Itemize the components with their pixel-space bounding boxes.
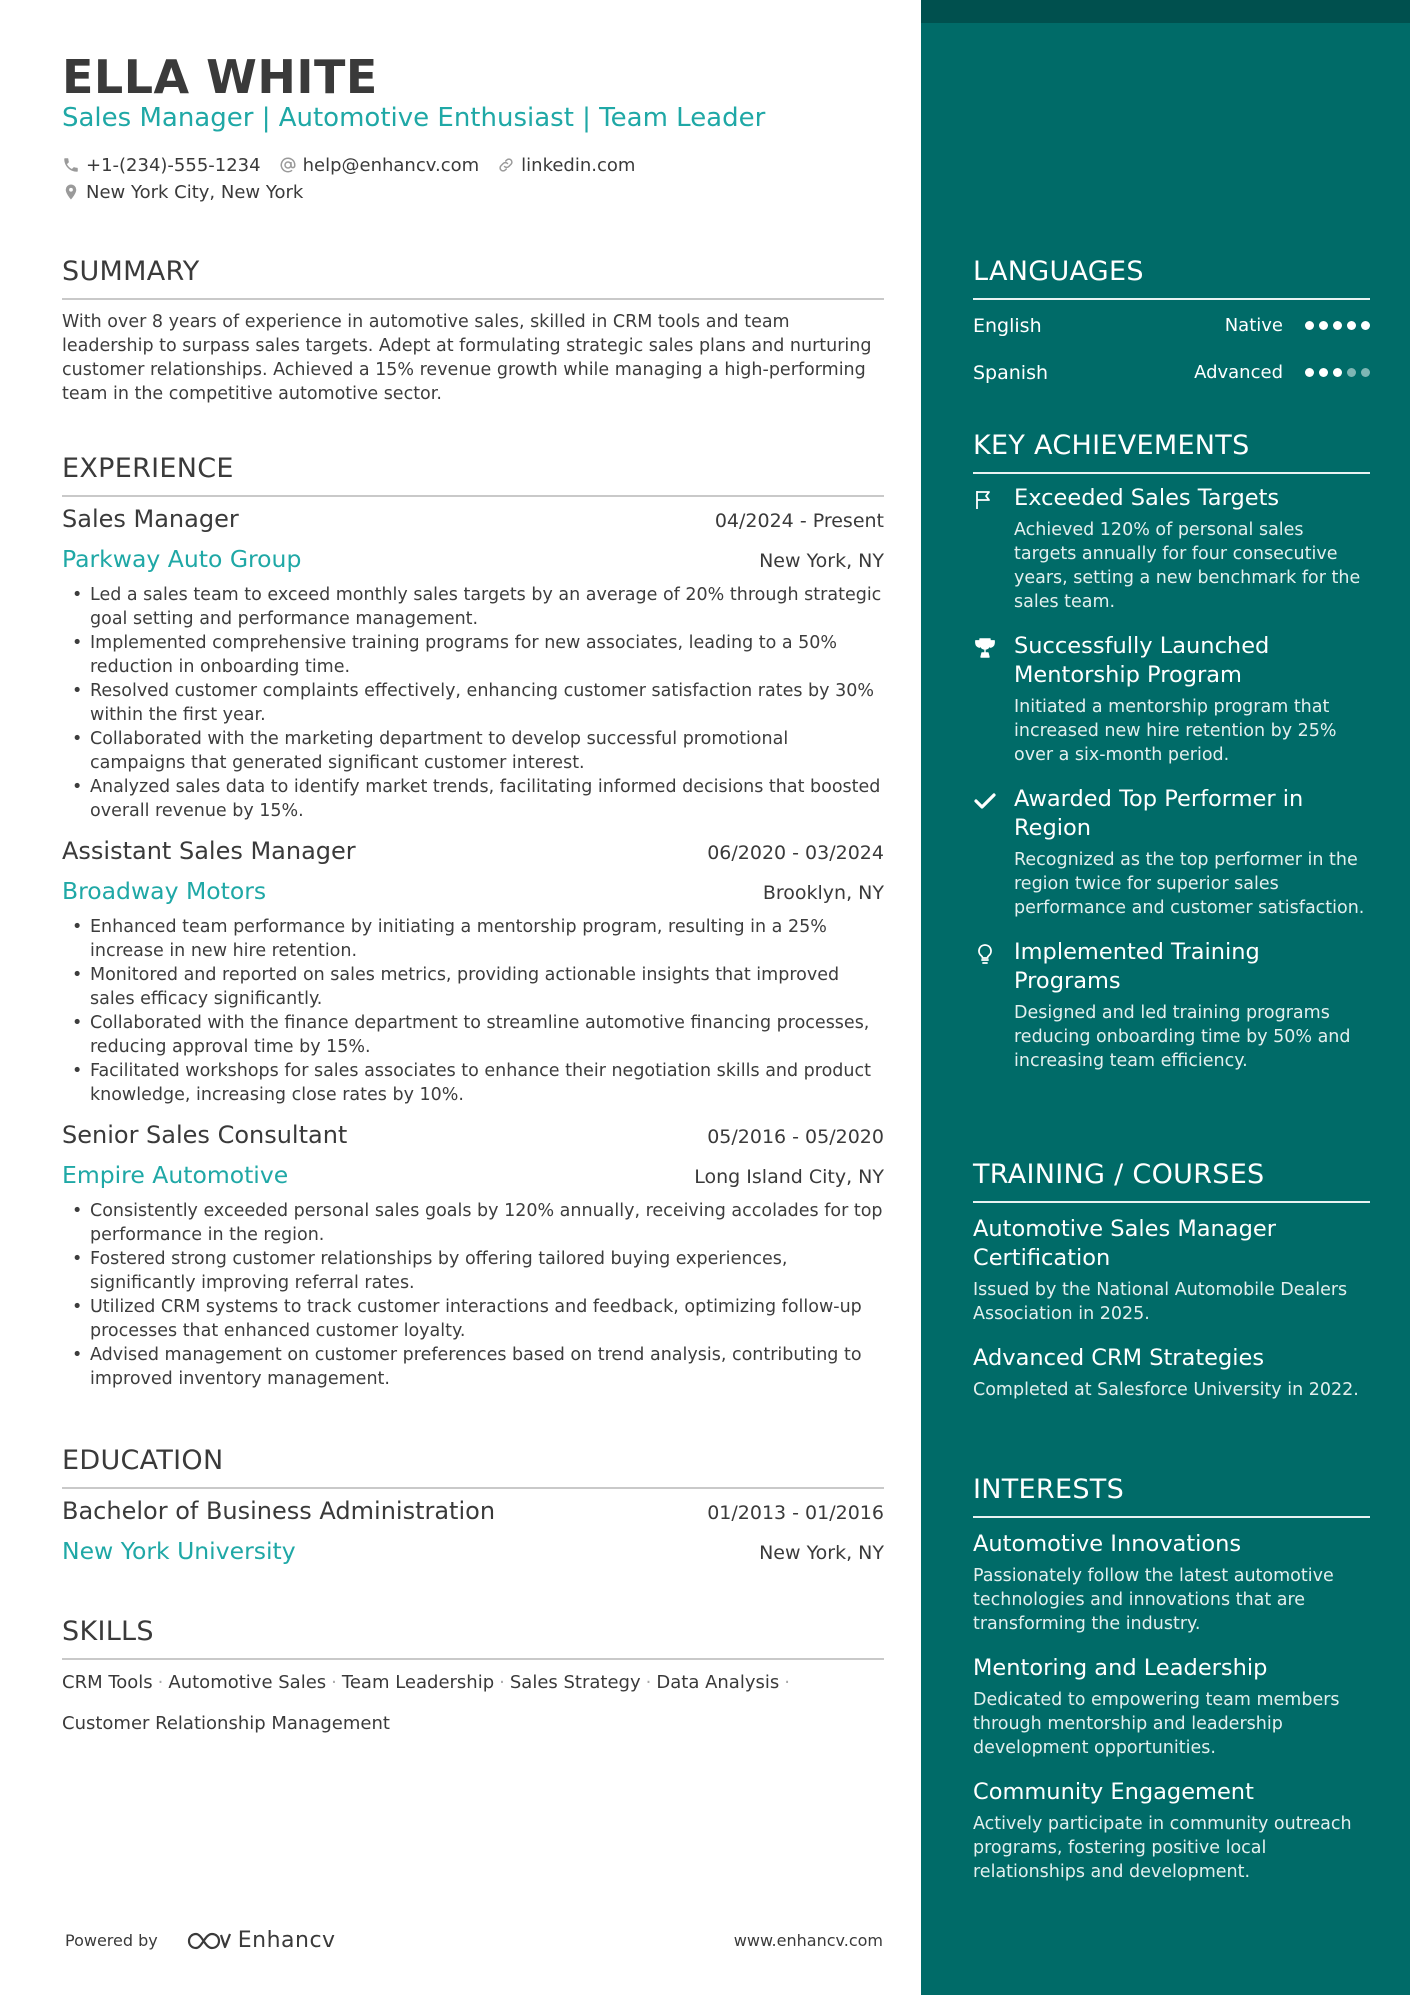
- proficiency-dots: [1305, 321, 1370, 330]
- bullet-item: • Implemented comprehensive training programs for new associates, leading to a 50% reduction in onboarding time.: [62, 631, 884, 679]
- interest-text: Actively participate in community outreach programs, fostering positive local relationships and development.: [973, 1814, 1352, 1882]
- bullet-item: • Advised management on customer preferences based on trend analysis, contributing to improved inventory management.: [62, 1343, 884, 1391]
- achievement-text: Recognized as the top performer in the region twice for superior sales performance and customer satisfaction.: [1014, 850, 1365, 918]
- language-name: Spanish: [973, 361, 1049, 384]
- powered-by: [65, 1928, 336, 1953]
- section-divider: [973, 1516, 1370, 1518]
- section-title: SUMMARY: [62, 256, 200, 287]
- check-icon: [973, 789, 997, 813]
- phone-text: +1-(234)-555-1234: [86, 154, 261, 176]
- achievement-item: [973, 785, 1370, 920]
- flag-icon: [973, 488, 997, 512]
- sidebar: [921, 0, 1410, 1995]
- dot-filled: [1319, 321, 1328, 330]
- skill-separator: ·: [157, 1672, 164, 1693]
- achievement-item: [973, 632, 1370, 767]
- dot-filled: [1305, 368, 1314, 377]
- achievement-text: Designed and led training programs reducing onboarding time by 50% and increasing team efficiency.: [1014, 1003, 1351, 1071]
- education-location: New York, NY: [759, 1542, 884, 1564]
- education-section: [62, 1445, 884, 1573]
- achievement-title: Awarded Top Performer in Region: [1014, 786, 1304, 841]
- job-bullets: [62, 583, 884, 823]
- job-title: Senior Sales Consultant: [62, 1121, 348, 1149]
- dot-filled: [1333, 368, 1342, 377]
- footer: [65, 1928, 883, 1953]
- bullet-item: • Enhanced team performance by initiating a mentorship program, resulting in a 25% increase in new hire retention.: [62, 915, 884, 963]
- summary-text: With over 8 years of experience in automotive sales, skilled in CRM tools and team leadership to surpass sales targets. Adept at formulating strategic sales plans and nurturing customer relationships. Achieved a 15% revenue growth while managing a high-performing team in the competitive automotive sector.: [62, 312, 872, 404]
- dot-filled: [1319, 368, 1328, 377]
- job-location: New York, NY: [759, 550, 884, 572]
- job-dates: 06/2020 - 03/2024: [707, 842, 884, 864]
- trophy-icon: [973, 636, 997, 660]
- job-entry: [62, 1121, 884, 1391]
- interest-item: [973, 1654, 1370, 1760]
- dot-filled: [1333, 321, 1342, 330]
- skills-section: [62, 1616, 884, 1744]
- dot-empty: [1347, 368, 1356, 377]
- section-divider: [62, 298, 884, 300]
- interest-item: [973, 1778, 1370, 1884]
- dot-filled: [1305, 321, 1314, 330]
- phone-contact[interactable]: [62, 155, 261, 176]
- language-row: [973, 302, 1370, 349]
- experience-section: [62, 453, 884, 1391]
- company-name: Empire Automotive: [62, 1161, 289, 1189]
- training-text: Completed at Salesforce University in 2022.: [973, 1380, 1359, 1400]
- interest-text: Dedicated to empowering team members through mentorship and leadership development opportunities.: [973, 1690, 1340, 1758]
- training-item: [973, 1215, 1370, 1326]
- job-entry: [62, 505, 884, 823]
- section-title: INTERESTS: [973, 1474, 1125, 1505]
- language-name: English: [973, 314, 1042, 337]
- degree-title: Bachelor of Business Administration: [62, 1497, 496, 1525]
- achievement-title: Exceeded Sales Targets: [1014, 485, 1280, 511]
- interest-title: Automotive Innovations: [973, 1531, 1242, 1557]
- headline: Sales Manager | Automotive Enthusiast | Team Leader: [62, 103, 766, 133]
- company-name: Broadway Motors: [62, 877, 267, 905]
- phone-icon: [62, 156, 80, 174]
- training-title: Advanced CRM Strategies: [973, 1345, 1265, 1371]
- bullet-item: • Utilized CRM systems to track customer interactions and feedback, optimizing follow-up processes that enhanced customer loyalty.: [62, 1295, 884, 1343]
- skill-separator: ·: [645, 1672, 652, 1693]
- linkedin-contact[interactable]: [497, 155, 635, 176]
- training-item: [973, 1344, 1370, 1402]
- section-title: EDUCATION: [62, 1445, 224, 1476]
- section-title: EXPERIENCE: [62, 453, 234, 484]
- email-contact[interactable]: [279, 155, 480, 176]
- section-divider: [973, 472, 1370, 474]
- proficiency-dots: [1305, 368, 1370, 377]
- languages-section: [973, 256, 1370, 396]
- at-icon: [279, 156, 297, 174]
- bullet-item: • Consistently exceeded personal sales goals by 120% annually, receiving accolades for top performance in the region.: [62, 1199, 884, 1247]
- skill-item: Team Leadership: [341, 1672, 495, 1693]
- skill-separator: ·: [331, 1672, 337, 1693]
- job-title: Sales Manager: [62, 505, 239, 533]
- location-pin-icon: [62, 183, 80, 201]
- interest-text: Passionately follow the latest automotive technologies and innovations that are transforming the industry.: [973, 1566, 1334, 1634]
- job-location: Long Island City, NY: [694, 1166, 884, 1188]
- company-name: Parkway Auto Group: [62, 545, 302, 573]
- footer-url[interactable]: www.enhancv.com: [733, 1931, 883, 1950]
- summary-section: [62, 256, 884, 406]
- language-row: [973, 349, 1370, 396]
- section-divider: [973, 1201, 1370, 1203]
- section-divider: [62, 495, 884, 497]
- training-section: [973, 1159, 1370, 1402]
- language-level: Advanced: [1194, 362, 1283, 383]
- contact-info: [62, 152, 653, 206]
- location-contact: [62, 182, 303, 203]
- linkedin-text: linkedin.com: [521, 154, 636, 176]
- skills-list: [62, 1662, 884, 1744]
- job-entry: [62, 837, 884, 1107]
- skill-item: Data Analysis: [656, 1672, 780, 1693]
- bullet-item: • Collaborated with the finance department to streamline automotive financing processes, reducing approval time by 15%.: [62, 1011, 884, 1059]
- job-title: Assistant Sales Manager: [62, 837, 356, 865]
- bullet-item: • Resolved customer complaints effectively, enhancing customer satisfaction rates by 30% within the first year.: [62, 679, 884, 727]
- bullet-item: • Led a sales team to exceed monthly sales targets by an average of 20% through strategic goal setting and performance management.: [62, 583, 884, 631]
- skill-item: CRM Tools: [62, 1672, 153, 1693]
- training-title: Automotive Sales Manager Certification: [973, 1216, 1276, 1271]
- section-divider: [62, 1487, 884, 1489]
- school-name: New York University: [62, 1537, 296, 1565]
- achievement-item: [973, 938, 1370, 1073]
- email-text: help@enhancv.com: [302, 154, 480, 176]
- achievement-title: Successfully Launched Mentorship Program: [1014, 633, 1270, 688]
- achievement-title: Implemented Training Programs: [1014, 939, 1260, 994]
- brand-name: Enhancv: [237, 1928, 336, 1953]
- skill-separator: ·: [784, 1672, 790, 1693]
- section-divider: [62, 1658, 884, 1660]
- education-dates: 01/2013 - 01/2016: [707, 1502, 884, 1524]
- skill-item: Automotive Sales: [168, 1672, 327, 1693]
- bullet-item: • Facilitated workshops for sales associates to enhance their negotiation skills and product knowledge, increasing close rates by 10%.: [62, 1059, 884, 1107]
- interest-item: [973, 1530, 1370, 1636]
- achievements-section: [973, 430, 1370, 1073]
- dot-filled: [1361, 321, 1370, 330]
- bullet-item: • Analyzed sales data to identify market trends, facilitating informed decisions that boosted overall revenue by 15%.: [62, 775, 884, 823]
- job-location: Brooklyn, NY: [762, 882, 884, 904]
- achievement-item: [973, 484, 1370, 614]
- achievement-text: Achieved 120% of personal sales targets annually for four consecutive years, setting a new benchmark for the sales team.: [1014, 520, 1361, 612]
- bullet-item: • Fostered strong customer relationships by offering tailored buying experiences, significantly improving referral rates.: [62, 1247, 884, 1295]
- job-bullets: [62, 915, 884, 1107]
- location-text: New York City, New York: [86, 181, 304, 203]
- sidebar-top-band: [921, 0, 1410, 23]
- interest-title: Community Engagement: [973, 1779, 1254, 1805]
- main-column: [62, 0, 884, 1995]
- achievement-text: Initiated a mentorship program that increased new hire retention by 25% over a six-month period.: [1014, 697, 1337, 765]
- dot-filled: [1347, 321, 1356, 330]
- interests-section: [973, 1474, 1370, 1884]
- section-title: KEY ACHIEVEMENTS: [973, 430, 1250, 461]
- dot-empty: [1361, 368, 1370, 377]
- powered-by-label: Powered by: [65, 1931, 158, 1950]
- candidate-name: ELLA WHITE: [62, 50, 378, 104]
- section-title: LANGUAGES: [973, 256, 1144, 287]
- education-entry: [62, 1497, 884, 1573]
- job-bullets: [62, 1199, 884, 1391]
- job-dates: 04/2024 - Present: [714, 510, 884, 532]
- training-text: Issued by the National Automobile Dealers Association in 2025.: [973, 1280, 1348, 1324]
- lightbulb-icon: [973, 942, 997, 966]
- job-dates: 05/2016 - 05/2020: [707, 1126, 884, 1148]
- bullet-item: • Monitored and reported on sales metrics, providing actionable insights that improved sales efficacy significantly.: [62, 963, 884, 1011]
- section-divider: [973, 298, 1370, 300]
- section-title: SKILLS: [62, 1616, 154, 1647]
- skill-separator: ·: [499, 1672, 505, 1693]
- language-level: Native: [1224, 315, 1283, 336]
- link-icon: [497, 156, 515, 174]
- bullet-item: • Collaborated with the marketing department to develop successful promotional campaigns that generated significant customer interest.: [62, 727, 884, 775]
- skill-item: Sales Strategy: [509, 1672, 641, 1693]
- enhancv-logo[interactable]: [186, 1928, 336, 1953]
- interest-title: Mentoring and Leadership: [973, 1655, 1268, 1681]
- enhancv-logo-icon: [186, 1929, 232, 1953]
- section-title: TRAINING / COURSES: [973, 1159, 1265, 1190]
- skill-item: Customer Relationship Management: [62, 1713, 390, 1734]
